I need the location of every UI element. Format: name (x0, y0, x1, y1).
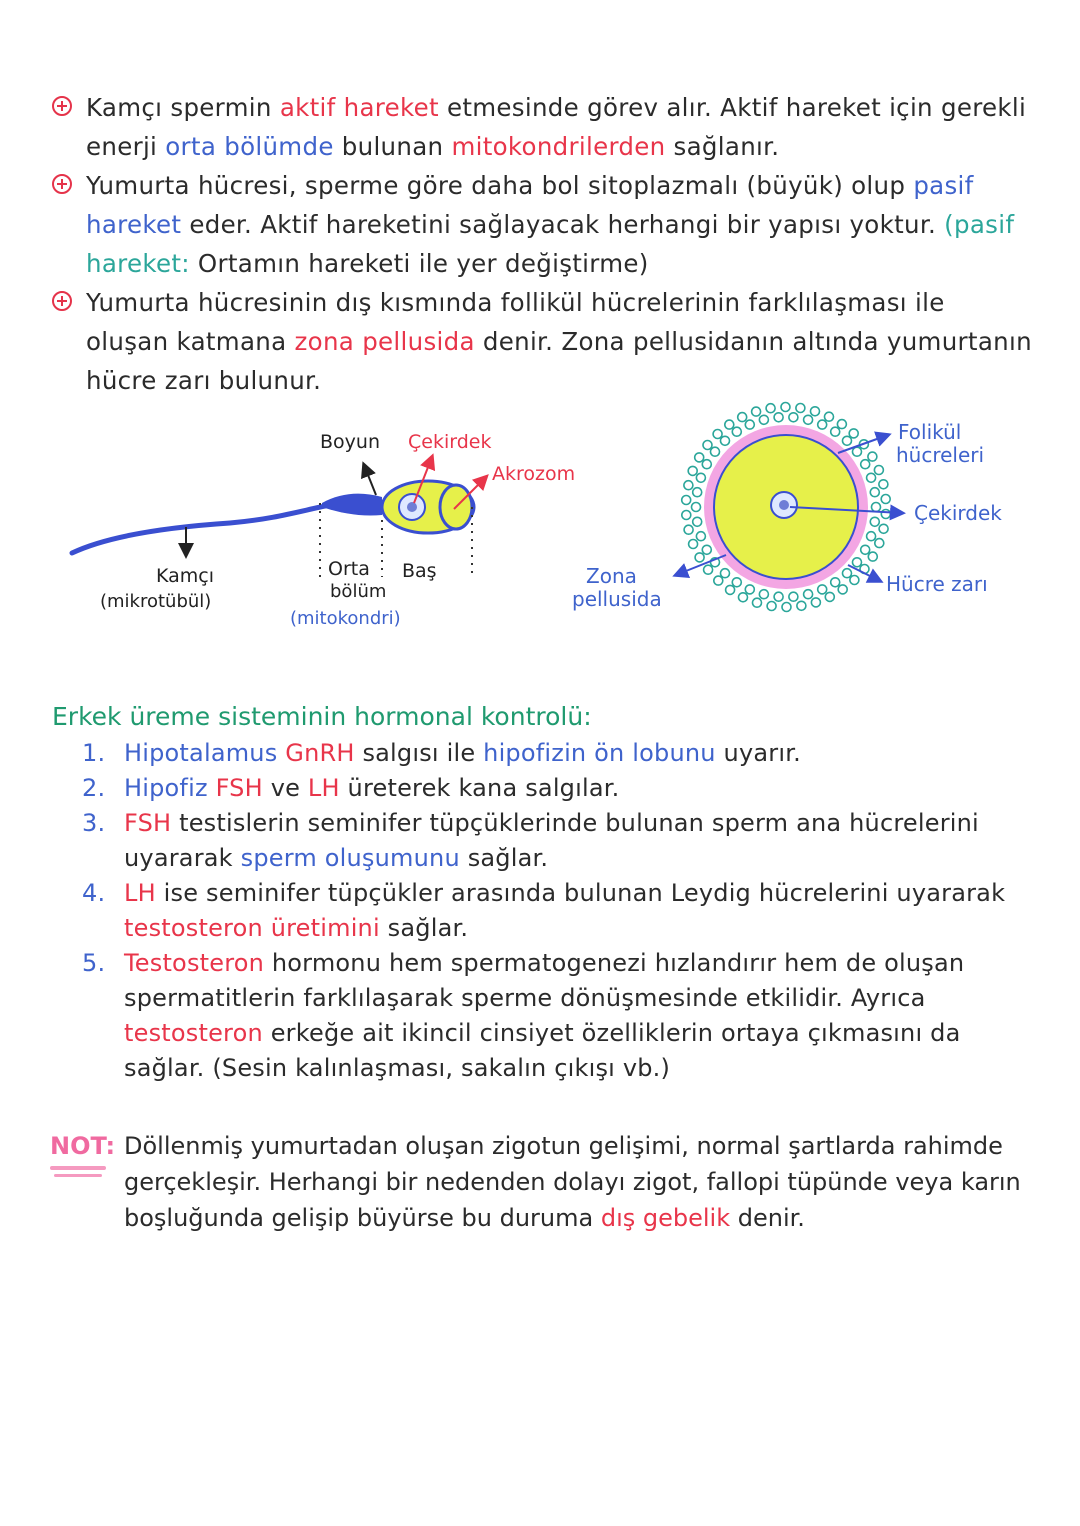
text-run: Yumurta hücresinin dış kısmında follikül hücrelerinin farklılaşması ile oluşan katmana (86, 288, 945, 356)
follicle-cell (692, 503, 701, 512)
follicle-cell (714, 576, 723, 585)
follicle-cell (867, 532, 876, 541)
follicle-cell (738, 413, 747, 422)
text-run: denir. Zona pellusidanın altında yumurtanın hücre zarı bulunur. (86, 327, 1032, 395)
text-run: (pasif hareket: (86, 210, 1015, 278)
text-run: salgısı ile (354, 739, 484, 767)
step-text (124, 949, 964, 1082)
egg-nucleus-core (779, 500, 789, 510)
text-run: FSH (215, 774, 263, 802)
note-section (50, 1128, 1040, 1236)
follicle-cell (695, 453, 704, 462)
text-run: testosteron üretimini (124, 914, 380, 942)
follicle-cell (870, 488, 879, 497)
text-run: aktif hareket (279, 93, 439, 122)
text-run: hipofizin ön lobunu (483, 739, 716, 767)
label-pellusida: pellusida (572, 587, 662, 611)
note-text (124, 1132, 1021, 1232)
bullet-list (52, 88, 1032, 400)
follicle-cell (713, 430, 722, 439)
follicle-cell (693, 488, 702, 497)
text-run: testislerin seminifer tüpçüklerinde bulunan sperm ana hücrelerini uyararak (124, 809, 979, 872)
note-body (50, 1128, 1040, 1236)
step-text (124, 774, 619, 802)
text-run: mitokondrilerden (451, 132, 666, 161)
follicle-cell (804, 590, 813, 599)
follicle-cell (721, 436, 730, 445)
follicle-cell (875, 539, 884, 548)
step-number: 3. (82, 809, 106, 837)
plus-circle-icon (52, 291, 72, 311)
text-run: sağlar. (459, 844, 549, 872)
label-hucreleri: hücreleri (896, 443, 985, 467)
follicle-cell (696, 473, 705, 482)
label-orta: Orta (328, 558, 370, 580)
follicle-cell (868, 552, 877, 561)
label-mikrotubul: (mikrotübül) (100, 591, 212, 612)
follicle-cell (759, 415, 768, 424)
follicle-cell (745, 585, 754, 594)
label-boyun: Boyun (320, 431, 380, 453)
text-run: sağlanır. (665, 132, 780, 161)
sperm-middle-piece (322, 494, 382, 516)
follicle-cell (753, 598, 762, 607)
follicle-cell (693, 517, 702, 526)
cell-diagrams (0, 395, 1080, 655)
label-kamci: Kamçı (156, 565, 215, 587)
follicle-cell (853, 558, 862, 567)
follicle-cell (825, 592, 834, 601)
text-run: sağlar. (379, 914, 469, 942)
bullet-item (52, 88, 1032, 166)
follicle-cell (704, 565, 713, 574)
follicle-cell (789, 413, 798, 422)
step-text (124, 809, 979, 872)
text-run: FSH (124, 809, 172, 837)
follicle-cell (745, 420, 754, 429)
step-text (124, 739, 801, 767)
text-run (208, 774, 216, 802)
text-run: erkeğe ait ikincil cinsiyet özelliklerin ortaya çıkmasını da sağlar. (Sesin kalınlaşması, sakalın çıkışı vb.) (124, 1019, 961, 1082)
follicle-cell (811, 598, 820, 607)
step-item (52, 771, 1032, 806)
follicle-cell (881, 510, 890, 519)
follicle-cell (837, 420, 846, 429)
follicle-cell (721, 569, 730, 578)
label-akrozom: Akrozom (492, 463, 576, 485)
hormonal-control-section (52, 698, 1032, 1086)
bullet-item (52, 283, 1032, 400)
text-run: Döllenmiş yumurtadan oluşan zigotun gelişimi, normal şartlarda rahimde gerçekleşir. Herhangi bir nedenden dolayı zigot, fallopi tüpünde veya karın boşluğunda gelişip büyürse bu duruma (124, 1132, 1021, 1232)
step-number: 5. (82, 949, 106, 977)
label-bas: Baş (402, 560, 437, 582)
step-item (52, 946, 1032, 1086)
label-zona: Zona (586, 564, 637, 588)
follicle-cell (804, 415, 813, 424)
follicle-cell (781, 403, 790, 412)
label-cekirdek: Çekirdek (408, 431, 492, 453)
text-run: etmesinde görev alır. Aktif hareket için gerekli enerji (86, 93, 1027, 161)
text-run: ise seminifer tüpçükler arasında bulunan Leydig hücrelerini uyararak (155, 879, 1006, 907)
label-egg-cekirdek: Çekirdek (914, 501, 1002, 525)
text-run: LH (124, 879, 156, 907)
text-run: Hipofiz (124, 774, 208, 802)
text-run: uyarır. (715, 739, 801, 767)
text-run: Yumurta hücresi, sperme göre daha bol sitoplazmalı (büyük) olup (86, 171, 914, 200)
text-run: orta bölümde (165, 132, 334, 161)
follicle-cell (739, 593, 748, 602)
text-run: dış gebelik (600, 1204, 731, 1232)
follicle-cell (825, 412, 834, 421)
follicle-cell (774, 413, 783, 422)
text-run: zona pellusida (294, 327, 475, 356)
note-label: NOT: (50, 1132, 116, 1160)
follicle-cell (703, 441, 712, 450)
follicle-cell (782, 603, 791, 612)
step-number: 4. (82, 879, 106, 907)
follicle-cell (766, 404, 775, 413)
follicle-cell (881, 495, 890, 504)
follicle-cell (726, 585, 735, 594)
bullet-item (52, 166, 1032, 283)
bullet-text (86, 171, 1014, 278)
text-run: GnRH (285, 739, 355, 767)
text-run: Kamçı spermin (86, 93, 280, 122)
follicle-cell (818, 420, 827, 429)
follicle-cell (767, 602, 776, 611)
text-run: eder. Aktif hareketini sağlayacak herhangi bir yapısı yoktur. (181, 210, 945, 239)
follicle-cell (849, 429, 858, 438)
follicle-cell (696, 532, 705, 541)
follicle-cell (774, 592, 783, 601)
follicle-cell (732, 578, 741, 587)
text-run: sperm oluşumunu (240, 844, 460, 872)
follicle-cell (811, 407, 820, 416)
follicle-cell (843, 436, 852, 445)
step-item (52, 806, 1032, 876)
label-folikul: Folikül (898, 420, 962, 444)
sperm-tail (72, 505, 330, 553)
bullet-text (86, 288, 1032, 395)
follicle-cell (682, 511, 691, 520)
follicle-cell (831, 427, 840, 436)
follicle-cell (861, 545, 870, 554)
follicle-cell (702, 460, 711, 469)
follicle-cell (843, 569, 852, 578)
follicle-cell (684, 525, 693, 534)
text-run: Hipotalamus (124, 739, 278, 767)
follicle-cell (711, 447, 720, 456)
follicle-cell (789, 592, 798, 601)
text-run: Ortamın hareketi ile yer değiştirme) (189, 249, 649, 278)
section-title: Erkek üreme sisteminin hormonal kontrolü: (52, 702, 592, 731)
step-item (52, 736, 1032, 771)
sperm-diagram (72, 431, 575, 629)
follicle-cell (752, 407, 761, 416)
follicle-cell (867, 473, 876, 482)
step-number: 1. (82, 739, 106, 767)
follicle-cell (850, 576, 859, 585)
follicle-cell (870, 517, 879, 526)
text-run: LH (307, 774, 340, 802)
step-item (52, 876, 1032, 946)
follicle-cell (861, 460, 870, 469)
note-underline (50, 1166, 106, 1170)
follicle-cell (879, 480, 888, 489)
text-run: Testosteron (124, 949, 265, 977)
plus-circle-icon (52, 174, 72, 194)
step-number: 2. (82, 774, 106, 802)
follicle-cell (831, 578, 840, 587)
text-run: bulunan (333, 132, 452, 161)
follicle-cell (695, 553, 704, 562)
note-underline (54, 1174, 102, 1177)
text-run: ve (262, 774, 308, 802)
follicle-cell (818, 585, 827, 594)
text-run: pasif hareket (86, 171, 974, 239)
egg-diagram (572, 403, 1002, 612)
follicle-cell (689, 540, 698, 549)
follicle-cell (688, 466, 697, 475)
follicle-cell (838, 585, 847, 594)
sperm-nucleus-core (407, 502, 417, 512)
follicle-cell (759, 590, 768, 599)
follicle-cell (879, 524, 888, 533)
text-run: hormonu hem spermatogenezi hızlandırır hem de oluşan spermatitlerin farklılaşarak sperme dönüşmesinde etkilidir. Ayrıca (124, 949, 965, 1012)
step-text (124, 879, 1005, 942)
follicle-cell (682, 496, 691, 505)
follicle-cell (853, 447, 862, 456)
follicle-cell (872, 503, 881, 512)
neck-arrow (364, 465, 376, 495)
follicle-cell (868, 452, 877, 461)
text-run: testosteron (124, 1019, 263, 1047)
follicle-cell (684, 481, 693, 490)
label-bolum: bölüm (330, 581, 387, 602)
label-hucre-zari: Hücre zarı (886, 572, 988, 596)
text-run: denir. (730, 1204, 805, 1232)
plus-circle-icon (52, 96, 72, 116)
text-run: üreterek kana salgılar. (339, 774, 620, 802)
bullet-text (86, 93, 1026, 161)
follicle-cell (874, 466, 883, 475)
follicle-cell (725, 420, 734, 429)
label-mitokondri: (mitokondri) (290, 608, 401, 629)
follicle-cell (702, 545, 711, 554)
follicle-cell (796, 404, 805, 413)
follicle-cell (797, 601, 806, 610)
follicle-cell (732, 427, 741, 436)
